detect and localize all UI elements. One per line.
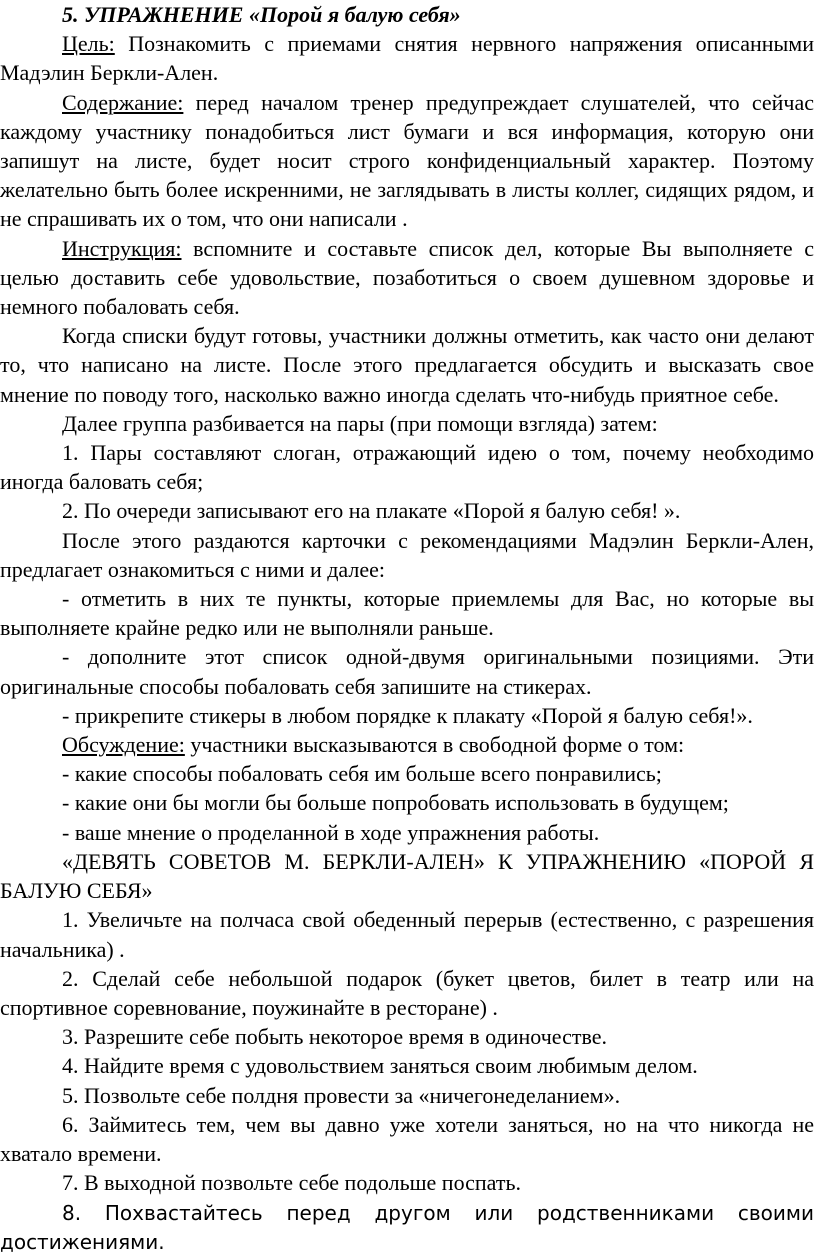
advice-item: 4. Найдите время с удовольствием заняться своим любимым делом. xyxy=(62,1053,698,1079)
body-paragraph: - отметить в них те пункты, которые приемлемы для Вас, но которые вы выполняете крайне редко или не выполняли раньше. xyxy=(0,586,814,641)
discussion-item: - ваше мнение о проделанной в ходе упражнения работы. xyxy=(62,819,600,845)
discussion-label: Обсуждение: xyxy=(62,732,185,758)
instruction-paragraph xyxy=(0,234,814,322)
advice-heading: «ДЕВЯТЬ СОВЕТОВ М. БЕРКЛИ-АЛЕН» К УПРАЖНЕНИЮ «ПОРОЙ Я БАЛУЮ СЕБЯ» xyxy=(0,848,814,904)
exercise-title: 5. УПРАЖНЕНИЕ «Порой я балую себя» xyxy=(62,2,461,27)
discussion-item: - какие способы побаловать себя им больше всего понравились; xyxy=(62,761,662,787)
content-label: Содержание: xyxy=(62,89,184,115)
instruction-label: Инструкция: xyxy=(62,235,182,261)
advice-item-last: 8. Похвастайтесь перед другом или родственниками своими достижениями. xyxy=(0,1201,814,1255)
body-paragraph: После этого раздаются карточки с рекомендациями Мадэлин Беркли-Ален, предлагает ознакомиться с ними и далее: xyxy=(0,527,814,582)
goal-label: Цель: xyxy=(62,31,115,57)
body-paragraph: 2. По очереди записывают его на плакате «Порой я балую себя! ». xyxy=(62,498,681,524)
content-paragraph xyxy=(0,88,814,234)
discussion-paragraph xyxy=(0,730,814,759)
advice-item: 5. Позвольте себе полдня провести за «ничегонеделанием». xyxy=(62,1082,621,1108)
advice-item: 2. Сделай себе небольшой подарок (букет цветов, билет в театр или на спортивное соревнование, поужинайте в ресторане) . xyxy=(0,965,814,1020)
advice-item: 1. Увеличьте на полчаса свой обеденный перерыв (естественно, с разрешения начальника) . xyxy=(0,907,814,962)
discussion-item: - какие они бы могли бы больше попробовать использовать в будущем; xyxy=(62,790,729,816)
body-paragraph: Когда списки будут готовы, участники должны отметить, как часто они делают то, что написано на листе. После этого предлагается обсудить и высказать свое мнение по поводу того, насколько важно иногда сделать что-нибудь приятное себе. xyxy=(0,323,814,407)
body-paragraph: Далее группа разбивается на пары (при помощи взгляда) затем: xyxy=(62,410,658,436)
goal-text: Познакомить с приемами снятия нервного напряжения описанными Мадэлин Беркли-Ален. xyxy=(0,31,814,86)
goal-paragraph xyxy=(0,29,814,87)
body-paragraph: - дополните этот список одной-двумя оригинальными позициями. Эти оригинальные способы побаловать себя запишите на стикерах. xyxy=(0,644,814,699)
body-paragraph: 1. Пары составляют слоган, отражающий идею о том, почему необходимо иногда баловать себя; xyxy=(0,440,814,495)
discussion-text: участники высказываются в свободной форме о том: xyxy=(184,732,685,758)
instruction-text: вспомните и составьте список дел, которые Вы выполняете с целью доставить себе удовольствие, позаботиться о своем душевном здоровье и немного побаловать себя. xyxy=(0,235,814,320)
body-paragraph: - прикрепите стикеры в любом порядке к плакату «Порой я балую себя!». xyxy=(62,702,753,728)
advice-item: 7. В выходной позвольте себе подольше поспать. xyxy=(62,1170,522,1196)
advice-item: 6. Займитесь тем, чем вы давно уже хотели заняться, но на что никогда не хватало времени. xyxy=(0,1111,814,1166)
advice-item: 3. Разрешите себе побыть некоторое время в одиночестве. xyxy=(62,1024,607,1050)
content-text: перед началом тренер предупреждает слушателей, что сейчас каждому участнику понадобиться лист бумаги и вся информация, которую они запишут на листе, будет носит строго конфиденциальный характер. Поэтому желательно быть более искренними, не заглядывать в листы коллег, сидящих рядом, и не спрашивать их о том, что они написали . xyxy=(0,89,814,232)
